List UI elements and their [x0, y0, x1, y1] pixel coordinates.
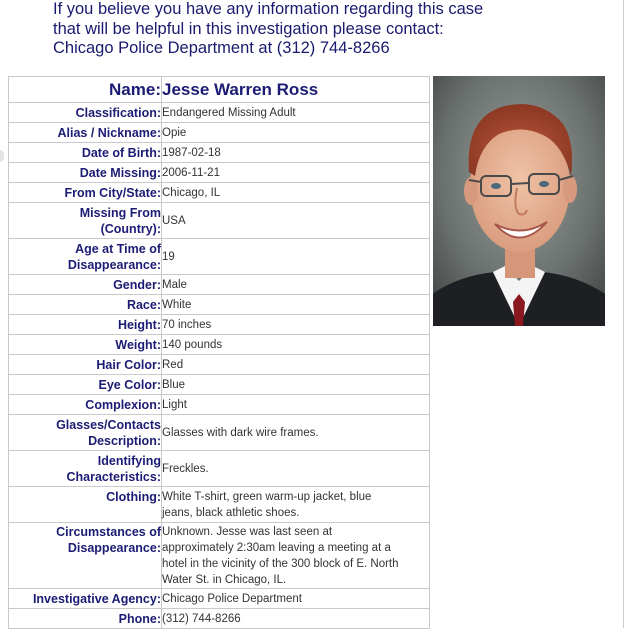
- row-name: [9, 77, 430, 103]
- value-date-of-birth: 1987-02-18: [162, 143, 430, 163]
- label-identifying-characteristics: [9, 451, 162, 487]
- label-line: Age at Time of: [75, 241, 161, 256]
- label-alias: Alias / Nickname:: [9, 123, 162, 143]
- value-height: 70 inches: [162, 315, 430, 335]
- value-phone: (312) 744-8266: [162, 609, 430, 629]
- row-circumstances: [9, 523, 430, 589]
- value-hair-color: Red: [162, 355, 430, 375]
- label-line: Disappearance:: [67, 257, 161, 272]
- label-from-city-state: From City/State:: [9, 183, 162, 203]
- row-phone: [9, 609, 430, 629]
- row-classification: [9, 103, 430, 123]
- label-date-missing: Date Missing:: [9, 163, 162, 183]
- value-from-city-state: Chicago, IL: [162, 183, 430, 203]
- row-alias: [9, 123, 430, 143]
- label-line: Circumstances of: [56, 525, 161, 539]
- label-missing-from-country: [9, 203, 162, 239]
- value-race: White: [162, 295, 430, 315]
- value-clothing: [162, 487, 430, 523]
- row-clothing: [9, 487, 430, 523]
- label-age-at-disappearance: [9, 239, 162, 275]
- label-hair-color: Hair Color:: [9, 355, 162, 375]
- value-classification: Endangered Missing Adult: [162, 103, 430, 123]
- value-weight: 140 pounds: [162, 335, 430, 355]
- label-glasses-contacts: [9, 415, 162, 451]
- value-investigative-agency: Chicago Police Department: [162, 589, 430, 609]
- row-hair-color: [9, 355, 430, 375]
- label-height: Height:: [9, 315, 162, 335]
- label-circumstances: [9, 523, 162, 589]
- label-phone: Phone:: [9, 609, 162, 629]
- label-line: Description:: [88, 433, 161, 448]
- row-date-missing: [9, 163, 430, 183]
- left-edge-handle: [0, 150, 4, 162]
- row-identifying-characteristics: [9, 451, 430, 487]
- value-date-missing: 2006-11-21: [162, 163, 430, 183]
- page-right-rule: [623, 0, 624, 628]
- value-eye-color: Blue: [162, 375, 430, 395]
- row-age-at-disappearance: [9, 239, 430, 275]
- row-investigative-agency: [9, 589, 430, 609]
- label-classification: Classification:: [9, 103, 162, 123]
- label-line: Missing From: [79, 205, 161, 220]
- row-eye-color: [9, 375, 430, 395]
- value-complexion: Light: [162, 395, 430, 415]
- label-line: Glasses/Contacts: [56, 417, 161, 432]
- value-alias: Opie: [162, 123, 430, 143]
- row-date-of-birth: [9, 143, 430, 163]
- notice-line-1: If you believe you have any information regarding this case: [53, 0, 484, 18]
- value-glasses-contacts: Glasses with dark wire frames.: [162, 415, 430, 451]
- row-height: [9, 315, 430, 335]
- value-gender: Male: [162, 275, 430, 295]
- label-line: (Country):: [100, 221, 161, 236]
- value-missing-from-country: USA: [162, 203, 430, 239]
- row-from-city-state: [9, 183, 430, 203]
- row-gender: [9, 275, 430, 295]
- label-line: Disappearance:: [67, 541, 161, 555]
- value-line: Water St. in Chicago, IL.: [162, 573, 287, 586]
- value-line: Unknown. Jesse was last seen at: [162, 525, 333, 538]
- row-complexion: [9, 395, 430, 415]
- case-details-table: [8, 76, 430, 629]
- notice-line-3: Chicago Police Department at (312) 744-8266: [53, 39, 390, 57]
- label-clothing: Clothing:: [9, 487, 162, 523]
- value-name: Jesse Warren Ross: [162, 77, 430, 103]
- row-weight: [9, 335, 430, 355]
- label-line: Identifying: [97, 453, 161, 468]
- value-line: hotel in the vicinity of the 300 block of E. North: [162, 557, 399, 570]
- label-date-of-birth: Date of Birth:: [9, 143, 162, 163]
- value-age-at-disappearance: 19: [162, 239, 430, 275]
- label-eye-color: Eye Color:: [9, 375, 162, 395]
- contact-notice: [53, 0, 483, 59]
- label-line: Characteristics:: [66, 469, 161, 484]
- value-line: White T-shirt, green warm-up jacket, blue: [162, 490, 372, 503]
- label-weight: Weight:: [9, 335, 162, 355]
- label-race: Race:: [9, 295, 162, 315]
- label-gender: Gender:: [9, 275, 162, 295]
- value-line: approximately 2:30am leaving a meeting at a: [162, 541, 391, 554]
- row-race: [9, 295, 430, 315]
- value-circumstances: [162, 523, 430, 589]
- label-name: Name:: [9, 77, 162, 103]
- notice-line-2: that will be helpful in this investigation please contact:: [53, 19, 444, 38]
- row-missing-from-country: [9, 203, 430, 239]
- row-glasses-contacts: [9, 415, 430, 451]
- portrait-image: [433, 76, 605, 326]
- label-investigative-agency: Investigative Agency:: [9, 589, 162, 609]
- label-complexion: Complexion:: [9, 395, 162, 415]
- value-identifying-characteristics: Freckles.: [162, 451, 430, 487]
- value-line: jeans, black athletic shoes.: [162, 506, 300, 519]
- missing-person-photo: [433, 76, 605, 326]
